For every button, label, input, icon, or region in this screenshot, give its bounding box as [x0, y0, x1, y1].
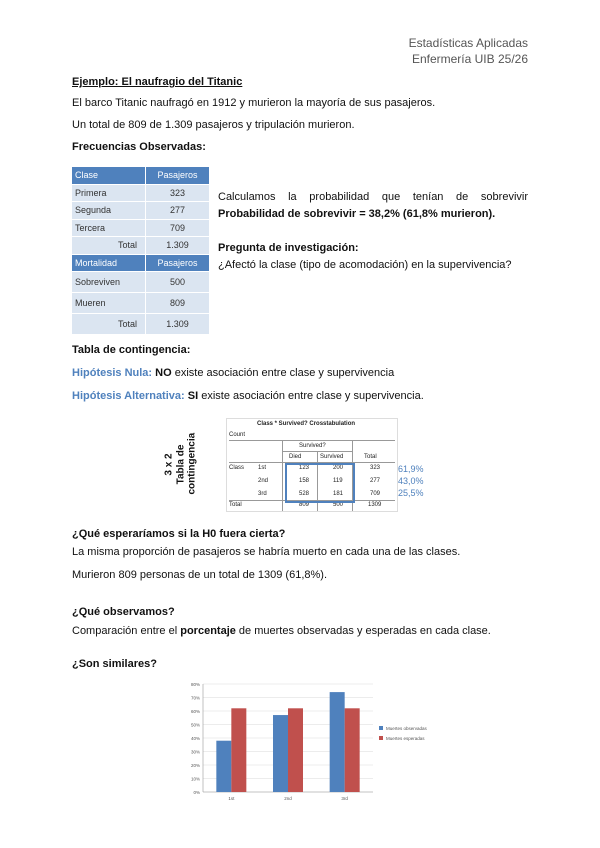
crosstab-title: Class * Survived? Crosstabulation [257, 421, 356, 427]
table-cell: 277 [146, 202, 210, 220]
table-row [72, 167, 209, 184]
crosstab-cell: 809 [299, 502, 310, 508]
table-cell: Sobreviven [72, 272, 146, 293]
table-header-cell: Pasajeros [146, 167, 210, 184]
crosstab-cell: 123 [299, 465, 310, 471]
frequency-table [72, 167, 209, 335]
similar-heading: ¿Son similares? [72, 658, 157, 670]
table-cell: Segunda [72, 202, 146, 220]
y-tick-label: 50% [190, 722, 200, 728]
crosstab-col-total: Total [364, 454, 377, 460]
observe-pre: Comparación entre el [72, 625, 181, 637]
y-tick-label: 20% [190, 763, 200, 768]
h0-label: Hipótesis Nula: [72, 367, 153, 379]
crosstab-cell: 528 [299, 491, 310, 497]
crosstab-percent: 43,0% [398, 476, 424, 486]
crosstab-side-label [161, 434, 219, 494]
crosstab-percent: 25,5% [398, 488, 424, 498]
legend-label: Muertes observadas [386, 726, 427, 731]
crosstab-row-name: 1st [258, 465, 267, 471]
crosstab-image [226, 418, 398, 512]
h1-label: Hipótesis Alternativa: [72, 390, 185, 402]
expect-line-1: La misma proporción de pasajeros se habría muerto en cada una de las clases. [72, 546, 461, 558]
intro-line-2: Un total de 809 de 1.309 pasajeros y tripulación murieron. [72, 119, 355, 131]
observe-heading: ¿Qué observamos? [72, 606, 175, 618]
null-hypothesis [72, 367, 394, 379]
table-cell: Total [72, 314, 146, 335]
table-row [72, 237, 209, 255]
side-label-size: 3 x 2 [163, 453, 175, 476]
bar-expected [288, 708, 303, 792]
table-row [72, 272, 209, 293]
crosstab-survived-label: Survived? [299, 443, 326, 449]
legend-label: Muertes esperadas [386, 736, 425, 741]
table-cell: 709 [146, 219, 210, 237]
table-header-cell: Mortalidad [72, 254, 146, 272]
table-row [72, 293, 209, 314]
y-tick-label: 10% [190, 776, 200, 782]
x-tick-label: 2nd [284, 796, 292, 801]
bar-expected [345, 708, 360, 792]
table-row [72, 202, 209, 220]
crosstab-row-name: 2nd [258, 478, 269, 484]
crosstab-cell: 158 [299, 478, 310, 484]
table-header-cell: Pasajeros [146, 254, 210, 272]
table-cell: Primera [72, 184, 146, 202]
mortality-bar-chart [175, 678, 445, 806]
bar-expected [231, 708, 246, 792]
expect-line-2: Murieron 809 personas de un total de 1309 (61,8%). [72, 569, 327, 581]
y-tick-label: 60% [190, 709, 200, 714]
table-row [72, 184, 209, 202]
h0-rest: existe asociación entre clase y supervivencia [171, 367, 395, 379]
table-row [72, 254, 209, 272]
y-tick-label: 40% [190, 736, 200, 741]
h1-bold: SI [187, 390, 199, 402]
table-cell: Mueren [72, 293, 146, 314]
h0-bold: NO [155, 367, 172, 379]
header-program: Enfermería UIB 25/26 [411, 52, 528, 66]
header-course: Estadísticas Aplicadas [408, 36, 528, 50]
crosstab-cell: 200 [333, 465, 344, 471]
prob-result: Probabilidad de sobrevivir = 38,2% (61,8% murieron). [218, 208, 496, 220]
table-cell: Tercera [72, 219, 146, 237]
bar-observed [330, 692, 345, 792]
crosstab-cell: 709 [370, 491, 381, 497]
observe-text [72, 625, 491, 637]
alt-hypothesis [72, 390, 424, 402]
crosstab-highlight-box [285, 463, 355, 503]
y-tick-label: 70% [190, 695, 200, 701]
y-tick-label: 0% [193, 790, 200, 795]
crosstab-total-name: Total [229, 502, 242, 508]
crosstab-cell: 277 [370, 478, 381, 484]
x-tick-label: 3rd [341, 796, 348, 801]
crosstab-cell: 1309 [368, 502, 382, 508]
bar-observed [216, 741, 231, 792]
x-tick-label: 1st [228, 796, 235, 801]
question-text: ¿Afectó la clase (tipo de acomodación) en la supervivencia? [218, 259, 512, 271]
intro-line-1: El barco Titanic naufragó en 1912 y murieron la mayoría de sus pasajeros. [72, 97, 436, 109]
question-heading: Pregunta de investigación: [218, 242, 359, 254]
prob-text: Calculamos la probabilidad que tenían de sobrevivir [218, 191, 528, 203]
legend-swatch [379, 726, 383, 730]
crosstab-percent: 61,9% [398, 464, 424, 474]
bar-observed [273, 715, 288, 792]
freq-heading: Frecuencias Observadas: [72, 141, 206, 153]
table-cell: 500 [146, 272, 210, 293]
table-cell: Total [72, 237, 146, 255]
table-row [72, 314, 209, 335]
crosstab-cell: 500 [333, 502, 344, 508]
observe-post: de muertes observadas y esperadas en cada clase. [235, 625, 491, 637]
table-row [72, 219, 209, 237]
table-cell: 323 [146, 184, 210, 202]
crosstab-cell: 119 [333, 478, 343, 484]
y-tick-label: 30% [190, 749, 200, 755]
crosstab-row-name: 3rd [258, 491, 267, 497]
contingency-heading: Tabla de contingencia: [72, 344, 191, 356]
expect-heading: ¿Qué esperaríamos si la H0 fuera cierta? [72, 528, 286, 540]
side-label-line2: contingencia [186, 432, 198, 495]
table-cell: 1.309 [146, 237, 210, 255]
crosstab-row-class-label: Class [229, 465, 245, 471]
crosstab-count-label: Count [229, 432, 246, 438]
crosstab-col-died: Died [289, 454, 302, 460]
legend-swatch [379, 736, 383, 740]
crosstab-cell: 323 [370, 465, 381, 471]
table-cell: 1.309 [146, 314, 210, 335]
h1-rest: existe asociación entre clase y supervivencia. [198, 390, 424, 402]
table-header-cell: Clase [72, 167, 146, 184]
crosstab-cell: 181 [333, 491, 344, 497]
observe-bold: porcentaje [180, 625, 236, 637]
crosstab-col-survived: Survived [320, 454, 344, 460]
y-tick-label: 80% [190, 682, 200, 687]
side-label-line1: Tabla de [175, 444, 187, 485]
page-title: Ejemplo: El naufragio del Titanic [72, 76, 243, 88]
table-cell: 809 [146, 293, 210, 314]
